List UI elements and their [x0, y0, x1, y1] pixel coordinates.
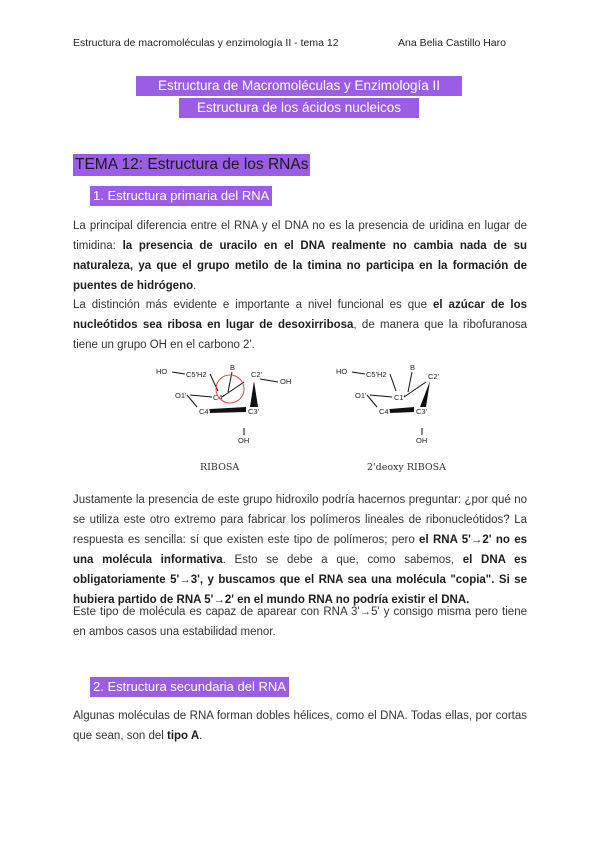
p3-bold-a: el RNA 5'→2' no es una molécula informativa: [73, 534, 527, 566]
p2-text-a: La distinción más evidente e importante a nivel funcional es que: [73, 299, 433, 311]
ribose-structure: [150, 357, 300, 447]
deo-label-oh: OH: [416, 436, 428, 445]
p3-text-a: Justamente la presencia de este grupo hidroxilo podría hacernos preguntar: ¿por qué no se utiliza este otro extremo para fabricar los polímeros lineales de ribonucleótidos? La respuesta es sencilla: sí que existen este tipo de polímeros; pero: [73, 494, 527, 546]
rib-label-c3: C3': [248, 407, 260, 416]
deoxyribose-structure: [330, 357, 460, 447]
section2-heading: 2. Estructura secundaria del RNA: [90, 677, 289, 697]
paragraph-4: Este tipo de molécula es capaz de aparear con RNA 3'→5' y consigo misma pero tiene en ambos casos una estabilidad menor.: [73, 606, 527, 638]
rib-label-c5: C5'H2: [186, 370, 207, 379]
rib-label-o1: O1': [175, 391, 187, 400]
doc-title: Estructura de Macromoléculas y Enzimología II: [136, 76, 462, 96]
p1-text-a: La principal diferencia entre el RNA y el DNA no es la presencia de uridina en lugar de timidina:: [73, 220, 527, 252]
ribose-caption: RIBOSA: [200, 462, 240, 473]
rib-label-b: B: [230, 363, 236, 372]
rib-label-oh-top: OH: [280, 377, 292, 386]
doc-subtitle: Estructura de los ácidos nucleicos: [179, 98, 419, 118]
p5-text-b: .: [199, 730, 203, 742]
deo-label-c5: C5'H2: [366, 370, 387, 379]
rib-label-ho: HO: [156, 367, 168, 376]
p2-bold: el azúcar de los nucleótidos sea ribosa en lugar de desoxirribosa: [73, 299, 527, 331]
paragraph-5: [73, 706, 527, 746]
deo-label-o1: O1': [355, 391, 367, 400]
p5-text-a: Algunas moléculas de RNA forman dobles hélices, como el DNA. Todas ellas, por cortas que sean, son del: [73, 710, 527, 742]
p3-text-b: . Esto se debe a que, como sabemos,: [222, 554, 463, 566]
highlight-circle: [216, 375, 244, 403]
deoxyribose-caption: 2'deoxy RIBOSA: [367, 462, 447, 473]
p3-bold-b: el DNA es obligatoriamente 5'→3', y buscamos que el RNA sea una molécula "copia". Si se hubiera partido de RNA 5'→2' en el mundo RNA no podría existir el DNA.: [73, 554, 527, 606]
paragraph-3: [73, 490, 527, 610]
header-right: Ana Belia Castillo Haro: [398, 37, 506, 49]
p2-text-b: , de manera que la ribofuranosa tiene un grupo OH en el carbono 2'.: [73, 319, 527, 351]
p5-bold: tipo A: [167, 730, 200, 742]
deo-label-c2: C2': [428, 372, 440, 381]
section1-heading: 1. Estructura primaria del RNA: [90, 186, 272, 206]
tema-heading: TEMA 12: Estructura de los RNAs: [73, 154, 310, 176]
deo-label-b: B: [410, 363, 416, 372]
paragraph-1: [73, 216, 527, 296]
rib-label-c4b: C4': [199, 407, 211, 416]
deo-label-c4: C4': [379, 407, 391, 416]
p1-text-b: .: [193, 280, 197, 292]
p1-bold: la presencia de uracilo en el DNA realmente no cambia nada de su naturaleza, ya que el grupo metilo de la timina no participa en la formación de puentes de hidrógeno: [73, 240, 527, 292]
deo-label-c3: C3': [416, 407, 428, 416]
paragraph-2: [73, 295, 527, 355]
header-left: Estructura de macromoléculas y enzimología II - tema 12: [73, 37, 339, 49]
rib-label-c4: C4': [213, 393, 225, 402]
rib-label-c2: C2': [251, 370, 263, 379]
deo-label-c1: C1': [394, 393, 406, 402]
deo-label-ho: HO: [336, 367, 348, 376]
rib-label-oh-bottom: OH: [238, 436, 250, 445]
